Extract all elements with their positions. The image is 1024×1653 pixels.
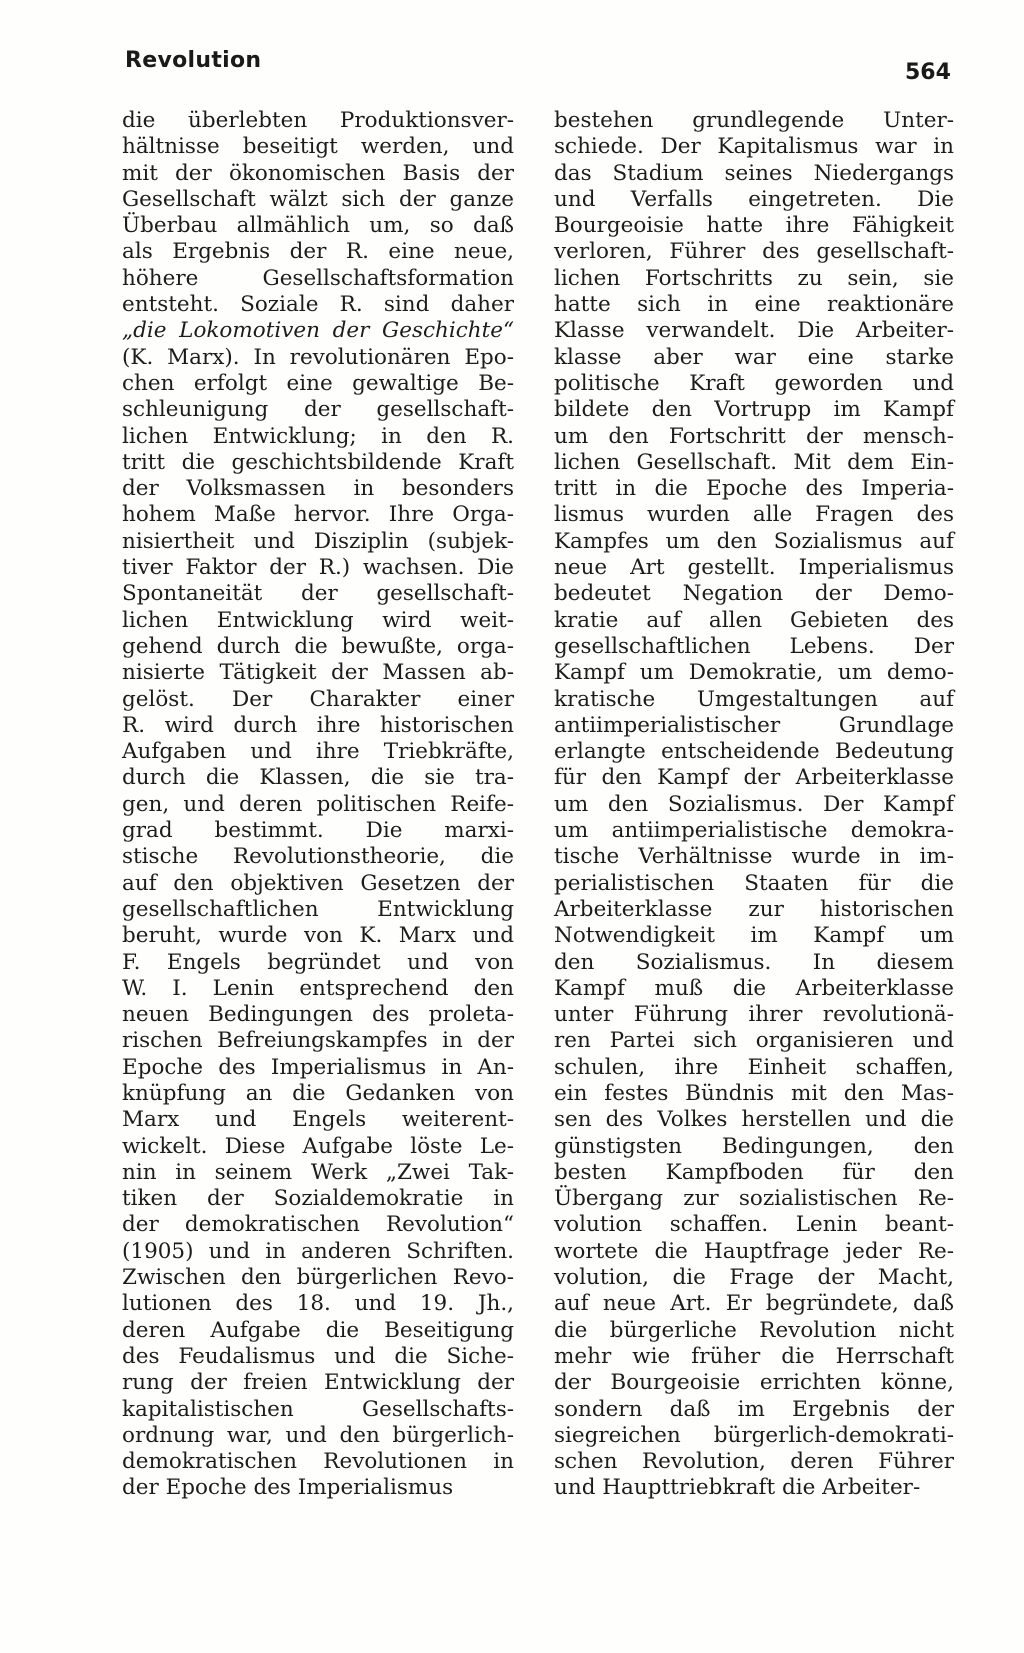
text-line: kratie auf allen Gebieten des — [554, 607, 954, 633]
text-line: bedeutet Negation der Demo- — [554, 581, 954, 607]
text-line: gesellschaftlichen Lebens. Der — [554, 633, 954, 659]
text-line: „die Lokomotiven der Geschichte“ — [122, 318, 514, 344]
text-line: schiede. Der Kapitalismus war in — [554, 134, 954, 160]
text-line: gesellschaftlichen Entwicklung — [122, 896, 514, 922]
text-line: schen Revolution, deren Führer — [554, 1449, 954, 1475]
text-line: Aufgaben und ihre Triebkräfte, — [122, 739, 514, 765]
text-line: kratische Umgestaltungen auf — [554, 686, 954, 712]
text-line: hatte sich in eine reaktionäre — [554, 292, 954, 318]
text-line: und Verfalls eingetreten. Die — [554, 186, 954, 212]
text-line: Kampfes um den Sozialismus auf — [554, 528, 954, 554]
text-line: wickelt. Diese Aufgabe löste Le- — [122, 1133, 514, 1159]
text-line: Gesellschaft wälzt sich der ganze — [122, 186, 514, 212]
text-line: lichen Entwicklung; in den R. — [122, 423, 514, 449]
text-line: durch die Klassen, die sie tra- — [122, 765, 514, 791]
text-line: Epoche des Imperialismus in An- — [122, 1054, 514, 1080]
text-line: hohem Maße hervor. Ihre Orga- — [122, 502, 514, 528]
text-line: Übergang zur sozialistischen Re- — [554, 1186, 954, 1212]
text-line: als Ergebnis der R. eine neue, — [122, 239, 514, 265]
text-line: sondern daß im Ergebnis der — [554, 1396, 954, 1422]
text-line: um den Fortschritt der mensch- — [554, 423, 954, 449]
text-line: Notwendigkeit im Kampf um — [554, 923, 954, 949]
text-line: bildete den Vortrupp im Kampf — [554, 397, 954, 423]
text-line: volution, die Frage der Macht, — [554, 1265, 954, 1291]
text-line: der Volksmassen in besonders — [122, 476, 514, 502]
text-line: knüpfung an die Gedanken von — [122, 1080, 514, 1106]
text-line: (K. Marx). In revolutionären Epo- — [122, 344, 514, 370]
text-line: rischen Befreiungskampfes in der — [122, 1028, 514, 1054]
text-line: hältnisse beseitigt werden, und — [122, 134, 514, 160]
text-column-left — [122, 108, 514, 1502]
text-line: R. wird durch ihre historischen — [122, 712, 514, 738]
text-line: Überbau allmählich um, so daß — [122, 213, 514, 239]
text-line: besten Kampfboden für den — [554, 1159, 954, 1185]
text-line: lichen Fortschritts zu sein, sie — [554, 265, 954, 291]
text-line: kapitalistischen Gesellschafts- — [122, 1396, 514, 1422]
text-line: der demokratischen Revolution“ — [122, 1212, 514, 1238]
text-line: das Stadium seines Niedergangs — [554, 160, 954, 186]
text-line: des Feudalismus und die Siche- — [122, 1343, 514, 1369]
text-line: gen, und deren politischen Reife- — [122, 791, 514, 817]
text-line: Arbeiterklasse zur historischen — [554, 896, 954, 922]
text-line: klasse aber war eine starke — [554, 344, 954, 370]
text-line: neue Art gestellt. Imperialismus — [554, 555, 954, 581]
text-line: ordnung war, und den bürgerlich- — [122, 1422, 514, 1448]
text-line: Zwischen den bürgerlichen Revo- — [122, 1265, 514, 1291]
text-line: tritt die geschichtsbildende Kraft — [122, 449, 514, 475]
running-header-title: Revolution — [125, 48, 262, 73]
text-line: nisiertheit und Disziplin (subjek- — [122, 528, 514, 554]
text-line: gelöst. Der Charakter einer — [122, 686, 514, 712]
text-line: beruht, wurde von K. Marx und — [122, 923, 514, 949]
text-line: schleunigung der gesellschaft- — [122, 397, 514, 423]
text-line: bestehen grundlegende Unter- — [554, 108, 954, 133]
text-line: siegreichen bürgerlich-demokrati- — [554, 1422, 954, 1448]
text-line: rung der freien Entwicklung der — [122, 1370, 514, 1396]
text-line: lutionen des 18. und 19. Jh., — [122, 1291, 514, 1317]
text-line: W. I. Lenin entsprechend den — [122, 975, 514, 1001]
text-line: unter Führung ihrer revolutionä- — [554, 1002, 954, 1028]
text-line: erlangte entscheidende Bedeutung — [554, 739, 954, 765]
text-line: F. Engels begründet und von — [122, 949, 514, 975]
text-line: Kampf muß die Arbeiterklasse — [554, 975, 954, 1001]
text-line: lichen Gesellschaft. Mit dem Ein- — [554, 449, 954, 475]
text-line: schulen, ihre Einheit schaffen, — [554, 1054, 954, 1080]
text-line: tiver Faktor der R.) wachsen. Die — [122, 555, 514, 581]
text-line: politische Kraft geworden und — [554, 370, 954, 396]
text-line: auf neue Art. Er begründete, daß — [554, 1291, 954, 1317]
text-line: perialistischen Staaten für die — [554, 870, 954, 896]
text-line: Bourgeoisie hatte ihre Fähigkeit — [554, 213, 954, 239]
text-line: für den Kampf der Arbeiterklasse — [554, 765, 954, 791]
text-line: tische Verhältnisse wurde in im- — [554, 844, 954, 870]
text-line: verloren, Führer des gesellschaft- — [554, 239, 954, 265]
text-line: höhere Gesellschaftsformation — [122, 265, 514, 291]
text-line: Marx und Engels weiterent- — [122, 1107, 514, 1133]
text-line: ren Partei sich organisieren und — [554, 1028, 954, 1054]
text-line: nisierte Tätigkeit der Massen ab- — [122, 660, 514, 686]
text-line: tiken der Sozialdemokratie in — [122, 1186, 514, 1212]
text-line: (1905) und in anderen Schriften. — [122, 1238, 514, 1264]
text-line: antiimperialistischer Grundlage — [554, 712, 954, 738]
text-line: grad bestimmt. Die marxi- — [122, 818, 514, 844]
text-line: deren Aufgabe die Beseitigung — [122, 1317, 514, 1343]
text-line: auf den objektiven Gesetzen der — [122, 870, 514, 896]
text-line: nin in seinem Werk „Zwei Tak- — [122, 1159, 514, 1185]
text-line: die überlebten Produktionsver- — [122, 108, 514, 133]
text-line: um den Sozialismus. Der Kampf — [554, 791, 954, 817]
text-line: ein festes Bündnis mit den Mas- — [554, 1080, 954, 1106]
text-line: günstigsten Bedingungen, den — [554, 1133, 954, 1159]
text-line: wortete die Hauptfrage jeder Re- — [554, 1238, 954, 1264]
text-line: die bürgerliche Revolution nicht — [554, 1317, 954, 1343]
text-line: gehend durch die bewußte, orga- — [122, 633, 514, 659]
text-line: und Haupttriebkraft die Arbeiter- — [554, 1475, 921, 1501]
text-line: stische Revolutionstheorie, die — [122, 844, 514, 870]
text-column-right — [554, 108, 954, 1502]
text-line: Spontaneität der gesellschaft- — [122, 581, 514, 607]
text-line: sen des Volkes herstellen und die — [554, 1107, 954, 1133]
text-line: um antiimperialistische demokra- — [554, 818, 954, 844]
page-number: 564 — [905, 60, 951, 85]
text-line: den Sozialismus. In diesem — [554, 949, 954, 975]
text-line: der Epoche des Imperialismus — [122, 1475, 454, 1501]
text-line: Kampf um Demokratie, um demo- — [554, 660, 954, 686]
text-line: mit der ökonomischen Basis der — [122, 160, 514, 186]
text-line: mehr wie früher die Herrschaft — [554, 1343, 954, 1369]
text-line: lismus wurden alle Fragen des — [554, 502, 954, 528]
text-line: lichen Entwicklung wird weit- — [122, 607, 514, 633]
text-line: neuen Bedingungen des proleta- — [122, 1002, 514, 1028]
text-line: Klasse verwandelt. Die Arbeiter- — [554, 318, 954, 344]
text-line: demokratischen Revolutionen in — [122, 1449, 514, 1475]
text-line: der Bourgeoisie errichten könne, — [554, 1370, 954, 1396]
text-line: chen erfolgt eine gewaltige Be- — [122, 370, 514, 396]
text-line: entsteht. Soziale R. sind daher — [122, 292, 514, 318]
text-line: volution schaffen. Lenin beant- — [554, 1212, 954, 1238]
text-line: tritt in die Epoche des Imperia- — [554, 476, 954, 502]
